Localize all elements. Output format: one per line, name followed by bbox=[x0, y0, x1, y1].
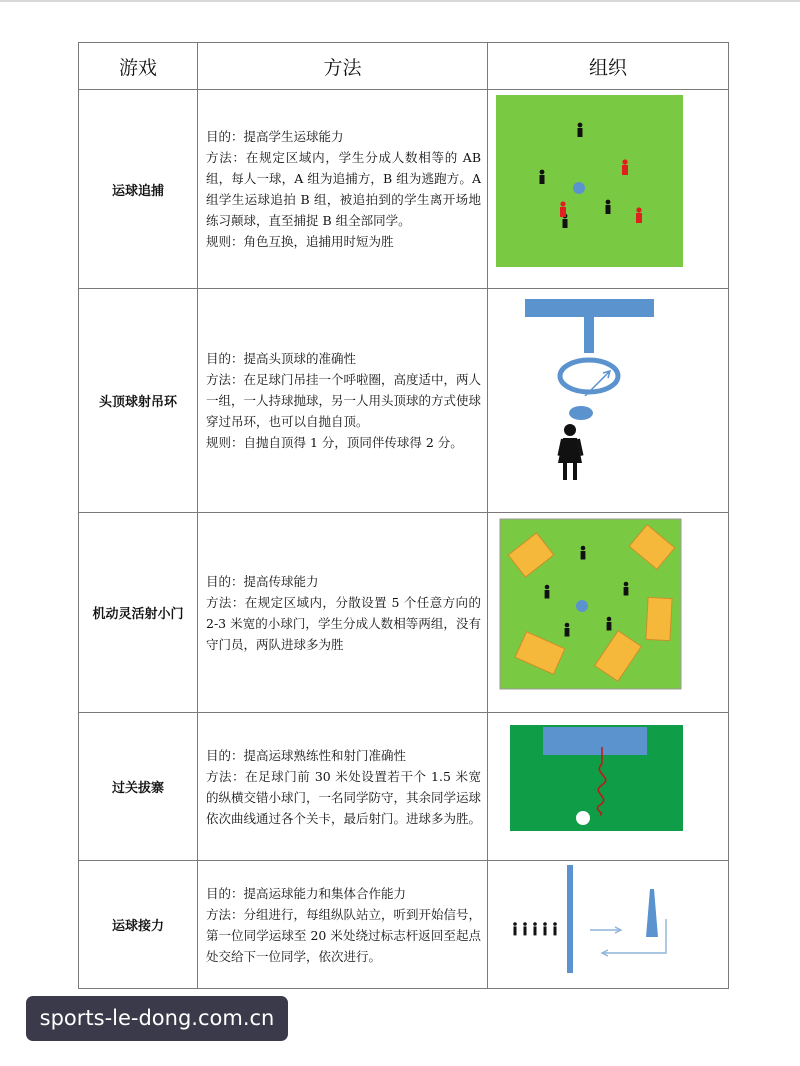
game-name: 头顶球射吊环 bbox=[79, 289, 198, 513]
game-name: 运球追捕 bbox=[79, 90, 198, 289]
method-line: 规则：自抛自顶得 1 分，顶同伴传球得 2 分。 bbox=[206, 435, 463, 450]
organization-diagram bbox=[488, 713, 729, 861]
top-border-line bbox=[0, 0, 800, 2]
table-header-row bbox=[79, 43, 729, 90]
watermark-url: sports-le-dong.com.cn bbox=[26, 996, 288, 1041]
dribble-zigzag-diagram bbox=[488, 713, 729, 861]
game-name: 机动灵活射小门 bbox=[79, 513, 198, 713]
table-row bbox=[79, 90, 729, 289]
method-line: 方法：在足球门吊挂一个呼啦圈，高度适中，两人一组，一人持球抛球，另一人用头顶球的方式使球穿过吊环，也可以自抛自顶。 bbox=[206, 372, 482, 429]
organization-diagram bbox=[488, 289, 729, 513]
game-name: 过关拔寨 bbox=[79, 713, 198, 861]
table-row bbox=[79, 861, 729, 989]
game-name: 运球接力 bbox=[79, 861, 198, 989]
relay-course-diagram bbox=[488, 861, 729, 989]
method-line: 目的：提高运球熟练性和射门准确性 bbox=[206, 747, 407, 763]
organization-diagram bbox=[488, 861, 729, 989]
method-text bbox=[198, 861, 488, 989]
method-text bbox=[198, 713, 488, 861]
method-line: 方法：在规定区域内，学生分成人数相等的 AB 组，每人一球，A 组为追捕方，B 组为逃跑方。A 组学生运球追拍 B 组，被追拍到的学生离开场地练习颠球，直至捕捉 B 组全部同学。 bbox=[206, 150, 481, 228]
table-row bbox=[79, 513, 729, 713]
header-method: 方法 bbox=[198, 43, 488, 90]
method-line: 方法：在规定区域内，分散设置 5 个任意方向的 2-3 米宽的小球门，学生分成人数相等两组，没有守门员，两队进球多为胜 bbox=[206, 594, 481, 652]
method-line: 目的：提高运球能力和集体合作能力 bbox=[206, 885, 407, 901]
method-line: 方法：在足球门前 30 米处设置若干个 1.5 米宽的纵横交错小球门，一名同学防守，其余同学运球依次曲线通过各个关卡，最后射门。进球多为胜。 bbox=[206, 768, 482, 826]
method-line: 规则：角色互换，追捕用时短为胜 bbox=[206, 234, 394, 249]
header-game: 游戏 bbox=[79, 43, 198, 90]
method-line: 方法：分组进行，每组纵队站立，听到开始信号，第一位同学运球至 20 米处绕过标志杆返回至起点处交给下一位同学，依次进行。 bbox=[206, 906, 482, 964]
method-text bbox=[198, 513, 488, 713]
table-row bbox=[79, 289, 729, 513]
organization-diagram bbox=[488, 90, 729, 289]
chase-field-diagram bbox=[488, 90, 729, 289]
drills-table bbox=[78, 42, 729, 989]
method-line: 目的：提高学生运球能力 bbox=[206, 129, 344, 144]
header-ring-diagram bbox=[488, 289, 729, 513]
method-text bbox=[198, 289, 488, 513]
method-line: 目的：提高传球能力 bbox=[206, 573, 319, 589]
table-row bbox=[79, 713, 729, 861]
method-text bbox=[198, 90, 488, 289]
organization-diagram bbox=[488, 513, 729, 713]
header-organization: 组织 bbox=[488, 43, 729, 90]
method-line: 目的：提高头顶球的准确性 bbox=[206, 351, 357, 366]
small-goals-field-diagram bbox=[488, 513, 729, 713]
